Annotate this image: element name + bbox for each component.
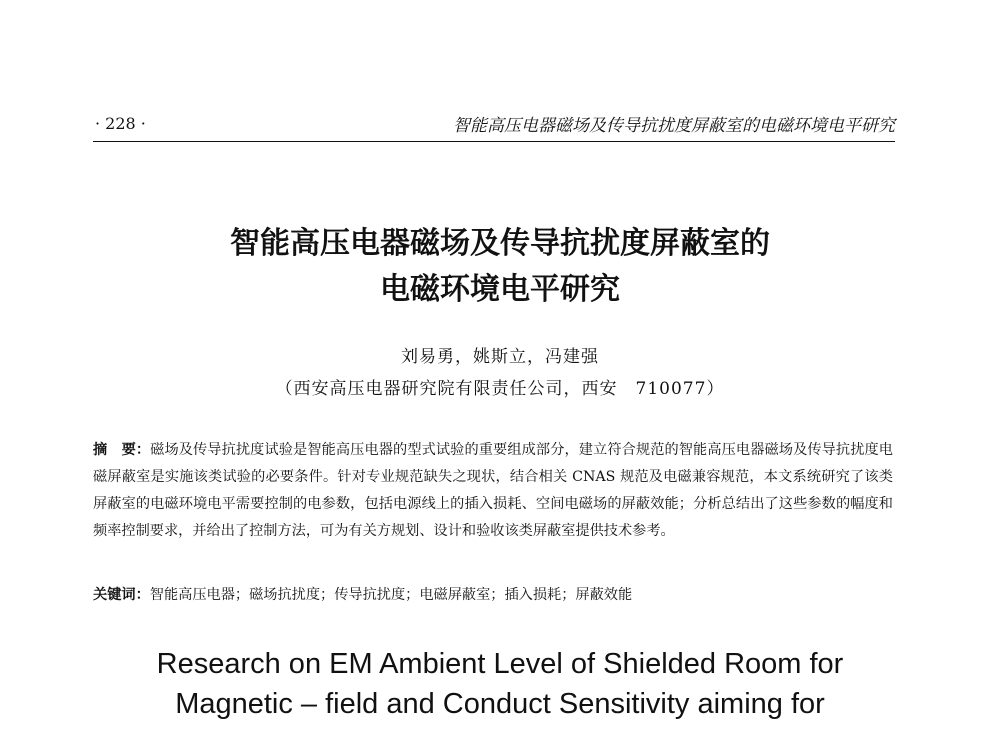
running-title: 智能高压电器磁场及传导抗扰度屏蔽室的电磁环境电平研究: [453, 116, 895, 136]
page-header: [93, 106, 895, 136]
english-title-line1: Research on EM Ambient Level of Shielded Room for: [156, 648, 844, 680]
paper-title-line1: 智能高压电器磁场及传导抗扰度屏蔽室的: [230, 226, 770, 261]
keywords-label: 关键词：: [93, 587, 150, 603]
header-rule: [93, 141, 895, 142]
paper-title: [0, 221, 1000, 313]
abstract-text: 磁场及传导抗扰度试验是智能高压电器的型式试验的重要组成部分，建立符合规范的智能高压电器磁场及传导抗扰度电磁屏蔽室是实施该类试验的必要条件。针对专业规范缺失之现状，结合相关 CNAS 规范及电磁兼容规范，本文系统研究了该类屏蔽室的电磁环境电平需要控制的电参数，包括电源线上的插入损耗、空间电磁场的屏蔽效能；分析总结出了这些参数的幅度和频率控制要求，并给出了控制方法，可为有关方规划、设计和验收该类屏蔽室提供技术参考。: [93, 442, 893, 539]
page-number: · 228 ·: [95, 114, 146, 133]
keywords-text: 智能高压电器；磁场抗扰度；传导抗扰度；电磁屏蔽室；插入损耗；屏蔽效能: [149, 587, 633, 603]
abstract: [93, 437, 893, 545]
affiliation: （西安高压电器研究院有限责任公司，西安 710077）: [275, 379, 725, 399]
authors: 刘易勇，姚斯立，冯建强: [401, 347, 599, 367]
abstract-label: 摘 要：: [93, 442, 151, 458]
english-title-line2: Magnetic – field and Conduct Sensitivity aiming for: [175, 688, 825, 720]
keywords: [93, 583, 893, 607]
english-title: [0, 644, 1000, 724]
paper-title-line2: 电磁环境电平研究: [380, 272, 620, 307]
